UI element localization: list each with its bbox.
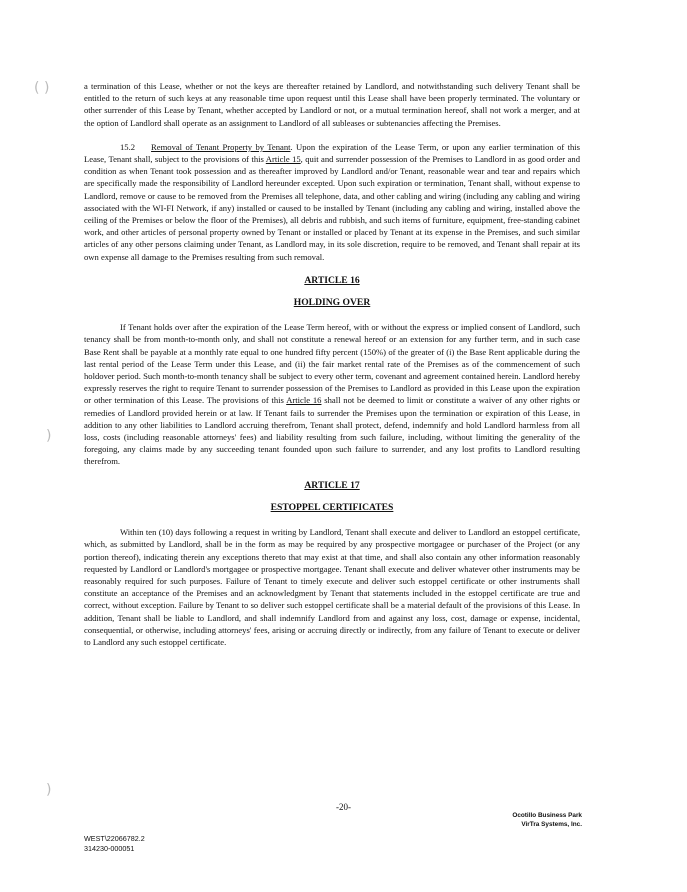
margin-mark: ) [46,782,52,798]
doc-number: 314230-000051 [84,843,135,853]
section-number: 15.2 [120,141,136,152]
article-reference: Article 16 [286,395,322,406]
article-16-label: ARTICLE 16 [304,274,360,286]
footer-doc-id [84,834,145,853]
doc-id: WEST\22066782.2 [84,834,145,843]
section-title: Removal of Tenant Property by Tenant [151,141,291,152]
section-text: . Upon the expiration of the Lease Term, or upon any earlier termination of this Lease, Tenant shall, subject to the provisions of this [84,141,581,165]
article-text: If Tenant holds over after the expiration of the Lease Term hereof, with or without the express or implied consent of Landlord, such tenancy shall be from month-to-month only, and shall not constitute a renewal hereof or an extension for any further term, and in such case Base Rent shall be payable at a monthly rate equal to one hundred fifty percent (150%) of the greater of (i) the Base Rent applicable during the last rental period of the Lease Term under this Lease, and (ii) the fair market rental rate of the Premises as of the commencement of such holdover period. Such month-to-month tenancy shall be subject to every other term, covenant and agreement contained herein. Landlord hereby expressly reserves the right to require Tenant to surrender possession of the Premises to Landlord as provided in this Lease upon the expiration or other termination of this Lease. The provisions of this [84,322,580,406]
article-16-title: HOLDING OVER [293,297,371,309]
margin-mark: ( [34,80,40,96]
article-16-body [84,321,580,467]
footer-project-name: Ocotillo Business Park [512,812,582,819]
article-17-body: Within ten (10) days following a request in writing by Landlord, Tenant shall execute and deliver to Landlord an estoppel certificate, which, as submitted by Landlord, shall be in the form as may be required by any prospective mortgagee or purchaser of the Project (or any portion thereof), indicating therein any exceptions thereto that may exist at that time, and shall also contain any other information reasonably requested by Landlord or Landlord's mortgagee or prospective mortgagee. Tenant shall execute and deliver whatever other instruments may be reasonably required for such purposes. Failure of Tenant to timely execute and deliver such estoppel certificate or other instruments shall constitute an acceptance of the Premises and an acknowledgment by Tenant that statements included in the estoppel certificate are true and correct, without exception. Failure by Tenant to so deliver such estoppel certificate shall be a material default of the provisions of this Lease. In addition, Tenant shall be liable to Landlord, and shall indemnify Landlord from and against any loss, cost, damage or expense, incidental, consequential, or otherwise, including attorneys' fees, arising or accruing directly or indirectly, from any failure of Tenant to execute or deliver to Landlord any such estoppel certificate. [84,527,580,647]
section-15-2 [84,141,580,263]
article-text: shall not be deemed to limit or constitute a waiver of any other rights or remedies of Landlord provided herein or at law. If Tenant fails to surrender the Premises upon the termination or expiration of this Lease, in addition to any other liabilities to Landlord accruing therefrom, Tenant shall protect, defend, indemnify and hold Landlord harmless from all loss, costs (including reasonable attorneys' fees) and liability resulting from such failure, including, without limiting the generality of the foregoing, any claims made by any succeeding tenant founded upon such failure to surrender, and any lost profits to Landlord resulting therefrom. [84,395,581,467]
footer-project [496,812,582,829]
page-number: -20- [336,802,351,812]
margin-mark: ) [46,428,52,444]
document-body [84,80,580,648]
footer-tenant-name: VirTra Systems, Inc. [521,820,582,828]
article-reference: Article 15 [265,154,301,165]
section-text: , quit and surrender possession of the Premises to Landlord in as good order and condition as when Tenant took possession and as thereafter improved by Landlord and/or Tenant, reasonable wear and tear and repairs which are specifically made the responsibility of Landlord hereunder excepted. Upon such expiration or termination, Tenant shall, without expense to Landlord, remove or cause to be removed from the Premises all telephone, data, and other cabling and wiring (including any cabling and wiring associated with the WI-FI Network, if any) installed or caused to be installed by Tenant (including any cabling and wiring, installed above the ceiling of the Premises or below the floor of the Premises), all debris and rubbish, and such items of furniture, equipment, free-standing cabinet work, and other articles of personal property owned by Tenant or installed or placed by Tenant at its expense in the Premises, and such similar articles of any other persons claiming under Tenant, as Landlord may, in its sole discretion, require to be removed, and Tenant shall repair at its own expense all damage to the Premises resulting from such removal. [84,154,580,262]
article-17-label: ARTICLE 17 [304,479,360,491]
paragraph-continuation: a termination of this Lease, whether or not the keys are thereafter retained by Landlord, and notwithstanding such delivery Tenant shall be entitled to the return of such keys at any reasonable time upon request until this Lease shall have been properly terminated. The voluntary or other surrender of this Lease by Tenant, whether accepted by Landlord or not, or a mutual termination hereof, shall not work a merger, and at the option of Landlord shall operate as an assignment to Landlord of all subleases or subtenancies affecting the Premises. [84,81,580,128]
article-17-title: ESTOPPEL CERTIFICATES [270,501,394,513]
margin-mark: ) [44,80,50,96]
